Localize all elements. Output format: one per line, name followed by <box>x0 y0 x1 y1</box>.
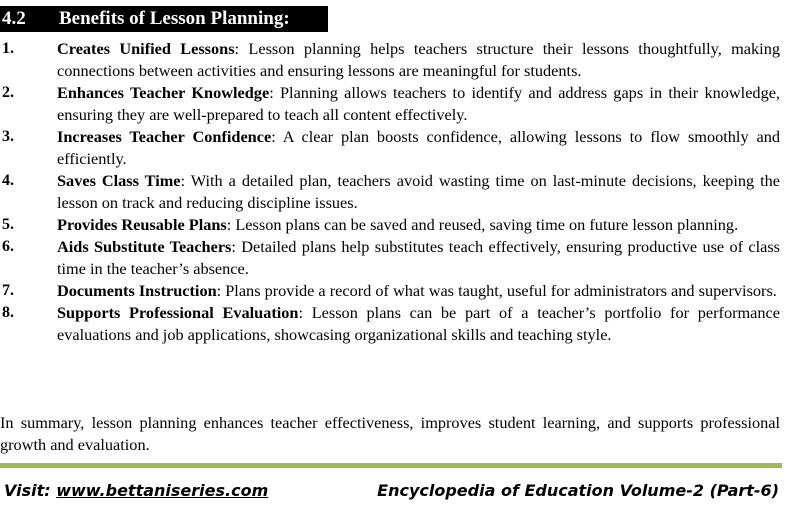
item-text: : Lesson plans can be saved and reused, saving time on future lesson planning. <box>226 215 739 234</box>
footer-visit <box>4 480 268 502</box>
book-title: Encyclopedia of Education Volume-2 (Part-6) <box>377 481 779 500</box>
list-item <box>0 38 780 82</box>
item-number: 5. <box>2 216 14 233</box>
list-item <box>0 214 780 236</box>
item-text: : A clear plan boosts confidence, allowing lessons to flow smoothly and efficiently. <box>57 127 780 168</box>
summary-paragraph: In summary, lesson planning enhances teacher effectiveness, improves student learning, and supports professional growth and evaluation. <box>0 413 780 454</box>
item-text: : Detailed plans help substitutes teach effectively, ensuring productive use of class time in the teacher’s absence. <box>57 237 780 278</box>
list-item <box>0 170 780 214</box>
item-title: Supports Professional Evaluation <box>57 303 299 322</box>
item-number: 2. <box>2 84 14 101</box>
item-text: : With a detailed plan, teachers avoid wasting time on last-minute decisions, keeping the lesson on track and reducing discipline issues. <box>57 171 780 212</box>
section-number: 4.2 <box>2 8 26 29</box>
list-item <box>0 82 780 126</box>
item-title: Provides Reusable Plans <box>57 215 227 234</box>
item-number: 6. <box>2 238 14 255</box>
list-item <box>0 126 780 170</box>
item-text: : Plans provide a record of what was taught, useful for administrators and supervisors. <box>216 281 777 300</box>
item-number: 4. <box>2 172 14 189</box>
item-title: Aids Substitute Teachers <box>57 237 232 256</box>
footer-divider <box>0 463 782 468</box>
item-text: : Lesson plans can be part of a teacher’s portfolio for performance evaluations and job applications, showcasing organizational skills and teaching style. <box>57 303 780 344</box>
benefits-list <box>0 38 780 346</box>
item-title: Enhances Teacher Knowledge <box>57 83 270 102</box>
item-text: : Lesson planning helps teachers structure their lessons thoughtfully, making connections between activities and ensuring lessons are meaningful for students. <box>57 39 780 80</box>
list-item <box>0 280 780 302</box>
section-title: Benefits of Lesson Planning: <box>59 8 290 29</box>
visit-label: Visit: <box>4 481 51 500</box>
item-title: Creates Unified Lessons <box>57 39 235 58</box>
item-number: 1. <box>2 40 14 57</box>
item-number: 7. <box>2 282 14 299</box>
item-title: Increases Teacher Confidence <box>57 127 272 146</box>
list-item <box>0 236 780 280</box>
list-item <box>0 302 780 346</box>
item-text: : Planning allows teachers to identify and address gaps in their knowledge, ensuring they are well-prepared to teach all content effectively. <box>57 83 781 124</box>
website-link[interactable]: www.bettaniseries.com <box>56 481 269 500</box>
item-title: Saves Class Time <box>57 171 181 190</box>
item-number: 3. <box>2 128 14 145</box>
section-heading <box>0 6 328 32</box>
item-title: Documents Instruction <box>57 281 217 300</box>
item-number: 8. <box>2 304 14 321</box>
